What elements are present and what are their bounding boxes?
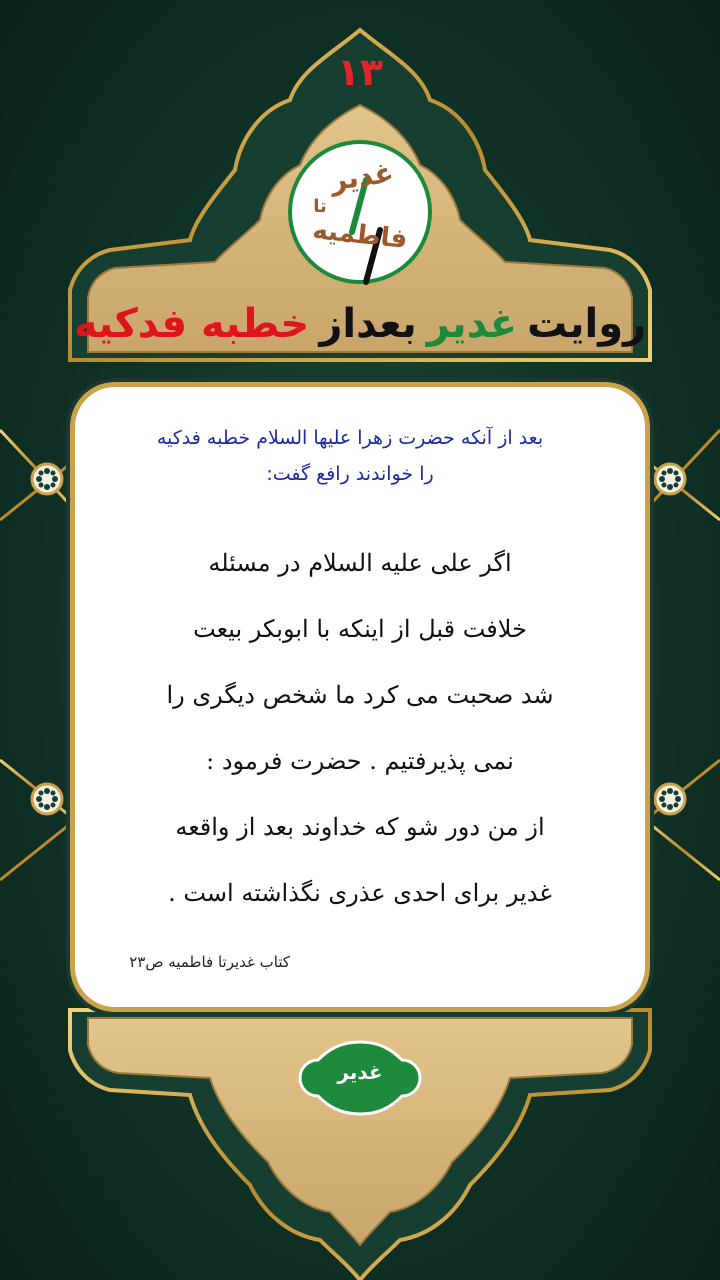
- quote-line: شد صحبت می کرد ما شخص دیگری را: [166, 681, 554, 709]
- quote-line: غدیر برای احدی عذری نگذاشته است .: [168, 879, 552, 907]
- title-word-1: روایت: [527, 301, 647, 347]
- intro-text: [95, 420, 605, 492]
- rosette-icon-left-top: [30, 462, 64, 496]
- logo-word-1: غدیر: [328, 155, 396, 198]
- quote-line: نمی پذیرفتیم . حضرت فرمود :: [206, 747, 514, 775]
- intro-line-1: بعد از آنکه حضرت زهرا علیها السلام خطبه فدکیه: [156, 427, 544, 449]
- rosette-icon-left-bottom: [30, 782, 64, 816]
- title-word-4: خطبه فدکیه: [73, 301, 310, 347]
- quote-line: خلافت قبل از اینکه با ابوبکر بیعت: [193, 615, 527, 643]
- source-citation: کتاب غدیرتا فاطمیه ص۲۳: [129, 953, 290, 971]
- logo-word-2: تا: [313, 196, 327, 217]
- bottom-logo-text: غدیر: [337, 1060, 383, 1084]
- title-word-3: بعداز: [319, 301, 417, 347]
- quote-line: از من دور شو که خداوند بعد از واقعه: [175, 813, 545, 841]
- quote-text: [95, 530, 625, 926]
- title-word-2: غدیر: [426, 301, 518, 347]
- logo-word-3: فاطمیه: [311, 215, 409, 255]
- rosette-icon-right-bottom: [653, 782, 687, 816]
- poster-title: [70, 292, 650, 356]
- poster-number: ۱۳: [336, 50, 384, 94]
- rosette-icon-right-top: [653, 462, 687, 496]
- intro-line-2: را خواندند رافع گفت:: [266, 463, 434, 485]
- quote-line: اگر علی علیه السلام در مسئله: [208, 549, 512, 577]
